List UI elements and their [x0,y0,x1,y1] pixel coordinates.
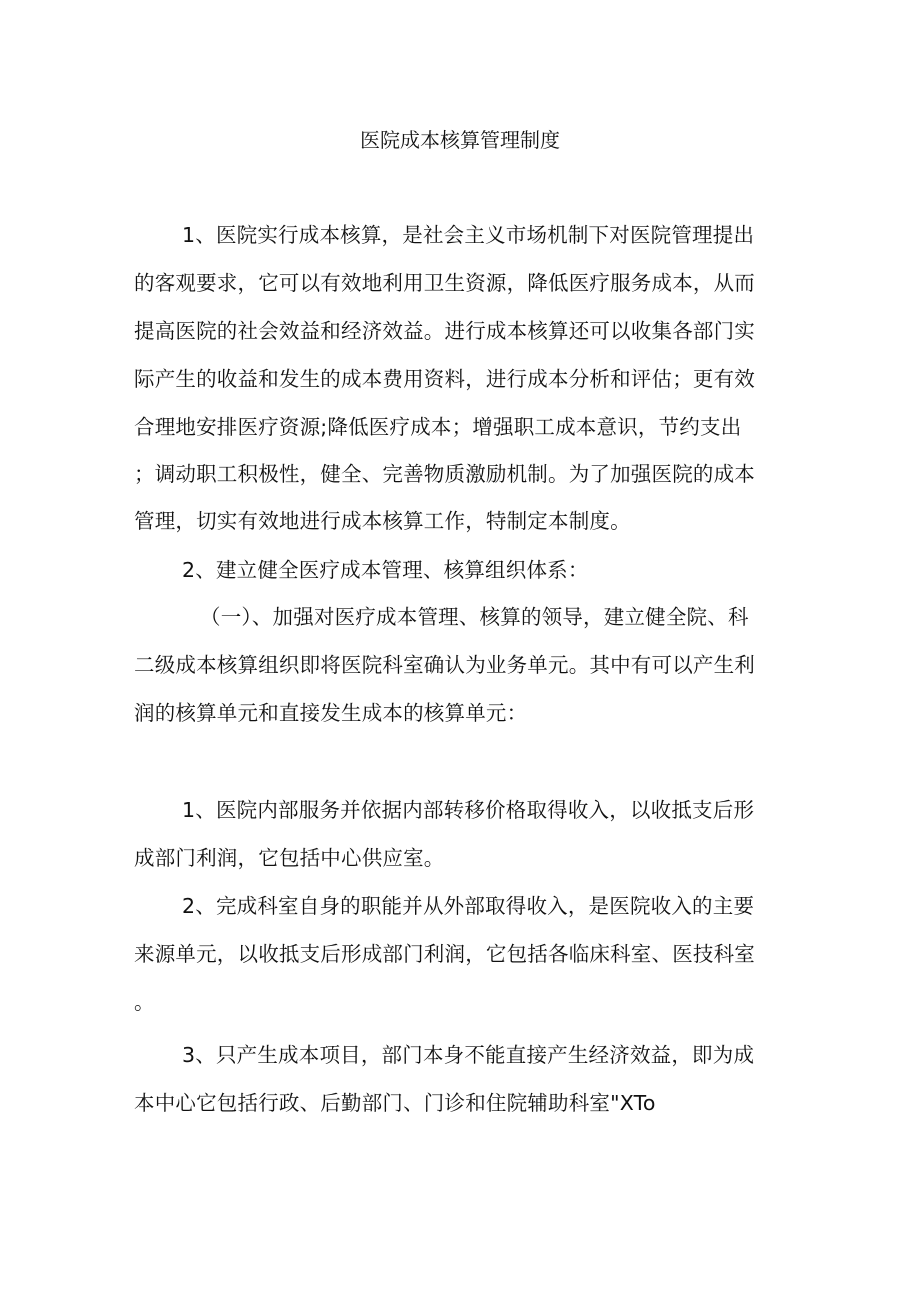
body-line: 2、完成科室自身的职能并从外部取得收入，是医院收入的主要 [182,894,755,918]
section-heading: 2、建立健全医疗成本管理、核算组织体系： [182,558,589,582]
body-line: 来源单元，以收抵支后形成部门利润，它包括各临床科室、医技科室 [134,942,755,966]
body-line: 成部门利润，它包括中心供应室。 [134,846,445,870]
body-line: 本中心它包括行政、后勤部门、门诊和住院辅助科室"XTo [134,1091,656,1115]
body-line: 3、只产生成本项目，部门本身不能直接产生经济效益，即为成 [182,1043,755,1067]
body-line: 提高医院的社会效益和经济效益。进行成本核算还可以收集各部门实 [134,319,755,343]
body-line: 际产生的收益和发生的成本费用资料，进行成本分析和评估；更有效 [134,367,755,391]
body-line: 1、医院实行成本核算，是社会主义市场机制下对医院管理提出 [182,223,755,247]
body-line: 。 [134,990,155,1014]
body-line: 1、医院内部服务并依据内部转移价格取得收入，以收抵支后形 [182,798,755,822]
document-title: 医院成本核算管理制度 [360,128,560,152]
body-line: 润的核算单元和直接发生成本的核算单元： [134,701,528,725]
body-line: 二级成本核算组织即将医院科室确认为业务单元。其中有可以产生利 [134,653,755,677]
body-line: 合理地安排医疗资源;降低医疗成本；增强职工成本意识，节约支出 [134,415,742,439]
body-line: 管理，切实有效地进行成本核算工作，特制定本制度。 [134,509,631,533]
body-line: ；调动职工积极性，健全、完善物质激励机制。为了加强医院的成本 [134,462,755,486]
body-line: 的客观要求，它可以有效地利用卫生资源，降低医疗服务成本，从而 [134,271,755,295]
body-line: （一）、加强对医疗成本管理、核算的领导，建立健全院、科 [200,605,749,629]
